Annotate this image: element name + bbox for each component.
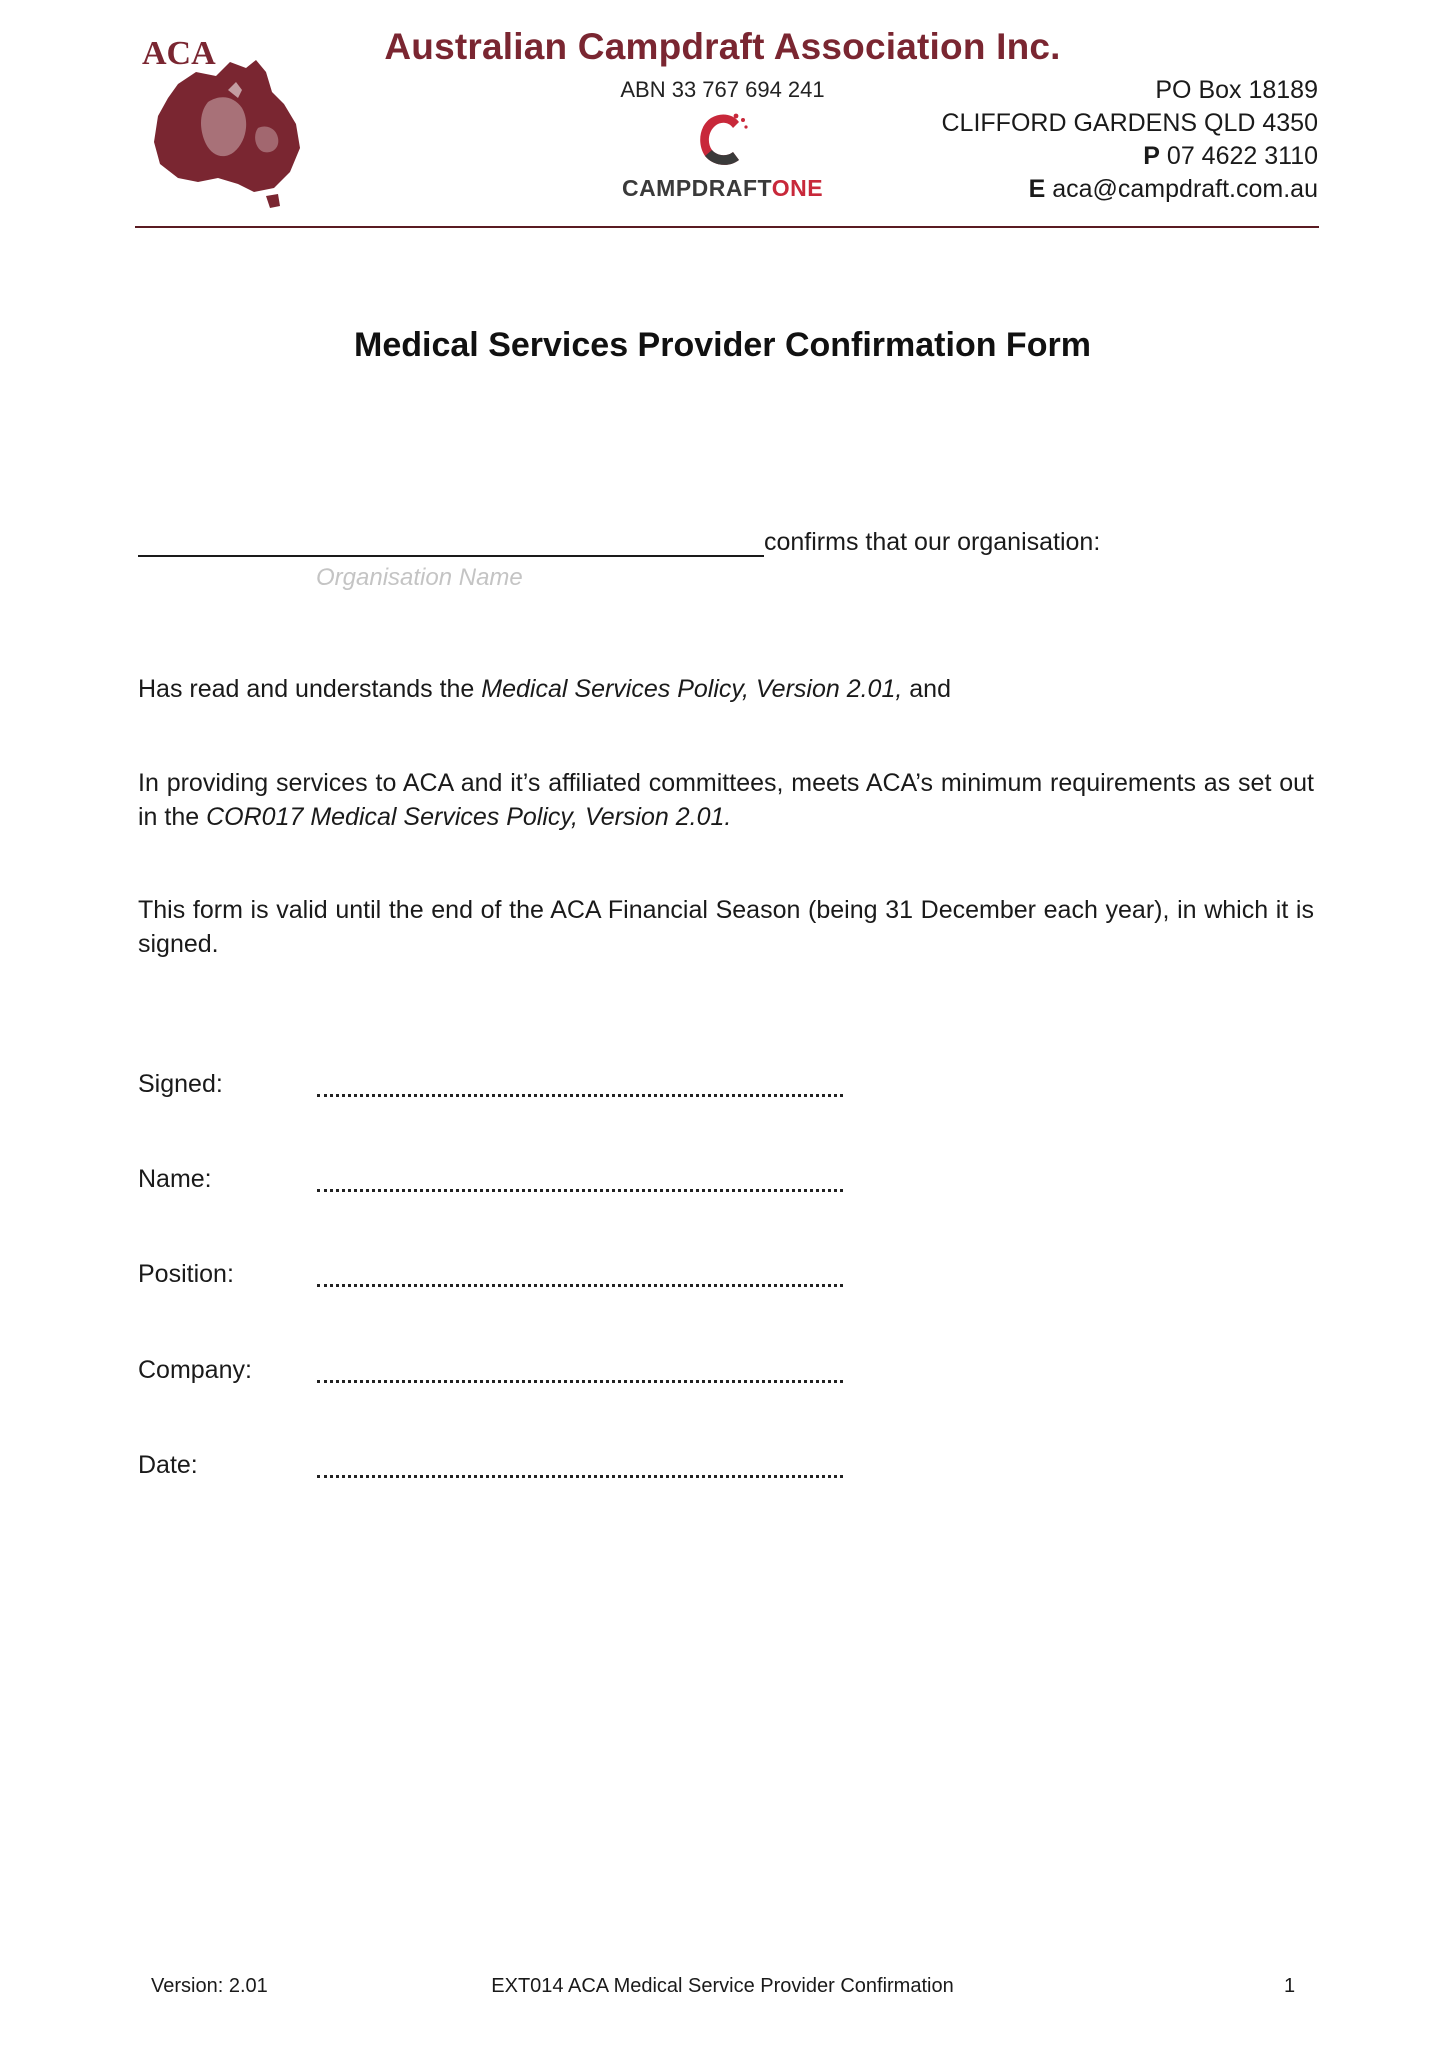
- contact-block: [942, 74, 1319, 206]
- company-field[interactable]: [317, 1356, 843, 1383]
- form-title: Medical Services Provider Confirmation Form: [354, 326, 1091, 364]
- organisation-name-placeholder: Organisation Name: [316, 564, 523, 591]
- paragraph-policy-read: Has read and understands the Medical Services Policy, Version 2.01, and: [138, 675, 951, 703]
- position-row: [138, 1260, 898, 1294]
- organisation-row: [138, 527, 1100, 557]
- abn: ABN 33 767 694 241: [620, 77, 825, 102]
- campdraftone-wordmark: CAMPDRAFTONE: [621, 175, 824, 201]
- paragraph-validity: This form is valid until the end of the ACA Financial Season (being 31 December each year), in which it is signed.: [138, 896, 1314, 958]
- signed-label: Signed:: [138, 1070, 223, 1098]
- header-divider: [135, 226, 1319, 228]
- date-label: Date:: [138, 1451, 198, 1479]
- company-label: Company:: [138, 1356, 252, 1384]
- paragraph-requirements: In providing services to ACA and it’s affiliated committees, meets ACA’s minimum requirements as set out in the COR017 Medical Services Policy, Version 2.01.: [138, 769, 1314, 831]
- organisation-name-field[interactable]: [138, 527, 764, 557]
- company-row: [138, 1356, 898, 1390]
- name-field[interactable]: [317, 1165, 843, 1192]
- date-field[interactable]: [317, 1451, 843, 1478]
- address-line-2: CLIFFORD GARDENS QLD 4350: [941, 109, 1318, 137]
- address-line-1: PO Box 18189: [1155, 76, 1318, 104]
- signed-row: [138, 1070, 898, 1104]
- footer-version: Version: 2.01: [151, 1975, 268, 1997]
- email-line: E aca@campdraft.com.au: [1028, 175, 1318, 203]
- name-label: Name:: [138, 1165, 212, 1193]
- org-name: Australian Campdraft Association Inc.: [384, 26, 1061, 67]
- campdraftone-c-icon: [693, 108, 753, 172]
- date-row: [138, 1451, 898, 1485]
- logo-text: ACA: [142, 35, 216, 72]
- phone-line: P 07 4622 3110: [1143, 142, 1318, 170]
- email-link[interactable]: aca@campdraft.com.au: [1052, 175, 1318, 203]
- signed-field[interactable]: [317, 1070, 843, 1097]
- organisation-confirm-text: confirms that our organisation:: [764, 528, 1101, 556]
- name-row: [138, 1165, 898, 1199]
- footer-doc-ref: EXT014 ACA Medical Service Provider Confirmation: [491, 1975, 954, 1997]
- position-field[interactable]: [317, 1260, 843, 1287]
- footer-page-number: 1: [1284, 1975, 1296, 1997]
- position-label: Position:: [138, 1260, 234, 1288]
